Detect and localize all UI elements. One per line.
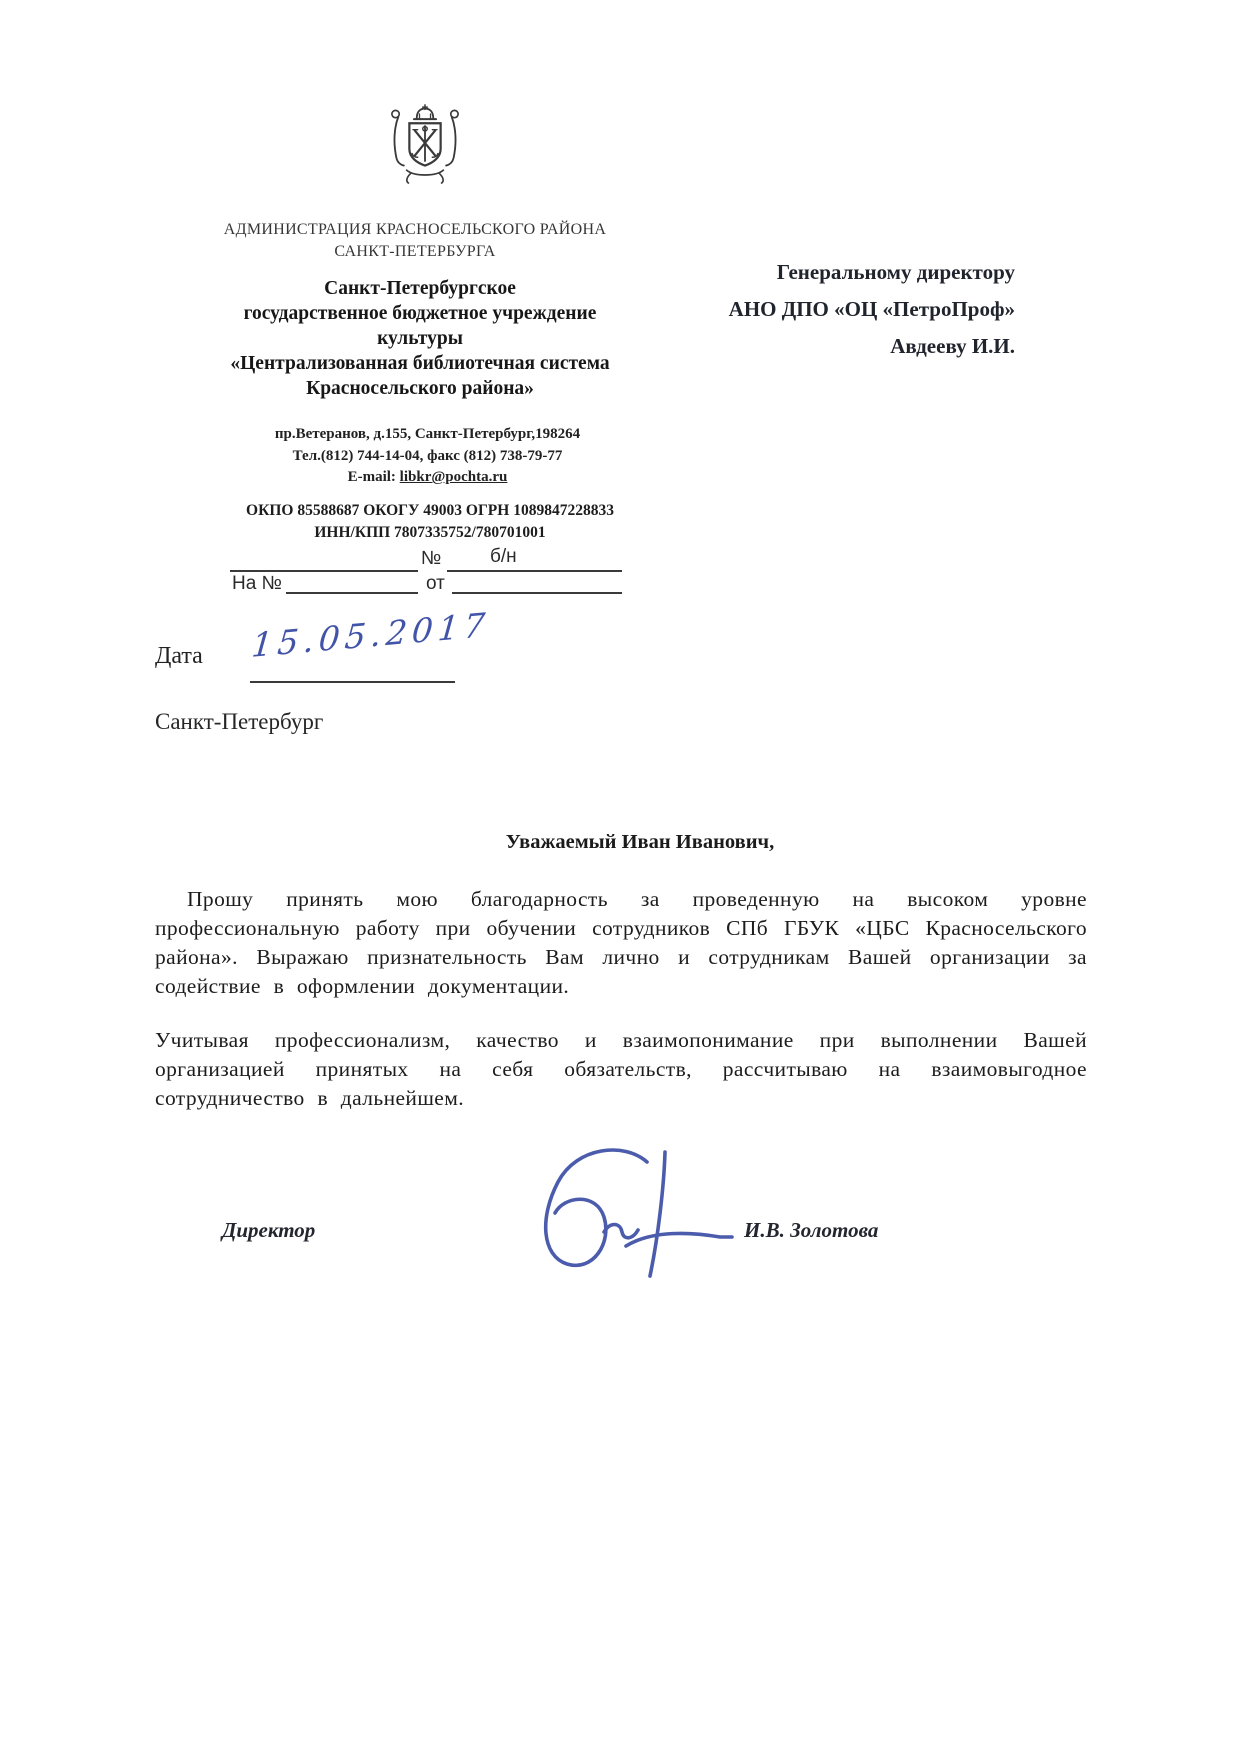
- org-line: культуры: [377, 328, 463, 349]
- postal-address: пр.Ветеранов, д.155, Санкт-Петербург,198264: [274, 426, 581, 442]
- reply-number-blank-line: [286, 592, 418, 594]
- reply-date-label: от: [426, 573, 445, 594]
- spb-coat-of-arms-icon: [377, 103, 473, 200]
- email-address: libkr@pochta.ru: [399, 469, 508, 485]
- addressee-name: Авдееву И.И.: [890, 334, 1015, 358]
- number-value-line: [447, 570, 622, 572]
- date-label: Дата: [155, 643, 203, 669]
- org-line: «Централизованная библиотечная система: [230, 353, 610, 374]
- org-line: Санкт-Петербургское: [324, 278, 516, 299]
- phone-fax: Тел.(812) 744-14-04, факс (812) 738-79-77: [292, 447, 563, 464]
- addressee-position: Генеральному директору: [776, 260, 1015, 284]
- addressee-block: [595, 254, 1015, 365]
- handwritten-date: 15.05.2017: [250, 604, 492, 665]
- body-paragraph-2: Учитывая профессионализм, качество и взаимопонимание при выполнении Вашей организацией принятых на себя обязательств, рассчитываю на взаимовыгодное сотрудничество в дальнейшем.: [155, 1028, 1087, 1110]
- salutation: Уважаемый Иван Иванович,: [505, 831, 775, 853]
- administration-line1: АДМИНИСТРАЦИЯ КРАСНОСЕЛЬСКОГО РАЙОНА: [223, 221, 607, 238]
- registration-codes: [180, 500, 680, 543]
- reply-date-blank-line: [452, 592, 622, 594]
- email-line: [195, 467, 660, 489]
- outgoing-number-blank-line: [230, 570, 418, 572]
- okpo-ogrn-line: ОКПО 85588687 ОКОГУ 49003 ОГРН 1089847228833: [246, 502, 614, 519]
- signer-name: И.В. Золотова: [744, 1218, 879, 1242]
- date-underline: [250, 681, 455, 683]
- reply-to-label: На №: [232, 573, 282, 594]
- org-line: государственное бюджетное учреждение: [243, 303, 597, 324]
- org-line: Красносельского района»: [306, 378, 534, 399]
- number-sign-label: №: [421, 548, 442, 569]
- email-label: E-mail:: [347, 469, 396, 485]
- body-paragraph-1: Прошу принять мою благодарность за проведенную на высоком уровне профессиональную работу при обучении сотрудников СПб ГБУК «ЦБС Красносельского района». Выражаю признательность Вам лично и сотрудникам Вашей организации за содействие в оформлении документации.: [155, 887, 1087, 998]
- handwritten-signature-icon: [505, 1138, 735, 1288]
- place-line: Санкт-Петербург: [155, 709, 324, 734]
- number-value: б/н: [490, 546, 517, 567]
- administration-line2: САНКТ-ПЕТЕРБУРГА: [334, 243, 496, 260]
- contact-block: [195, 424, 660, 489]
- signer-title: Директор: [222, 1218, 316, 1242]
- addressee-organization: АНО ДПО «ОЦ «ПетроПроф»: [728, 297, 1015, 321]
- inn-kpp-line: ИНН/КПП 7807335752/780701001: [314, 523, 546, 541]
